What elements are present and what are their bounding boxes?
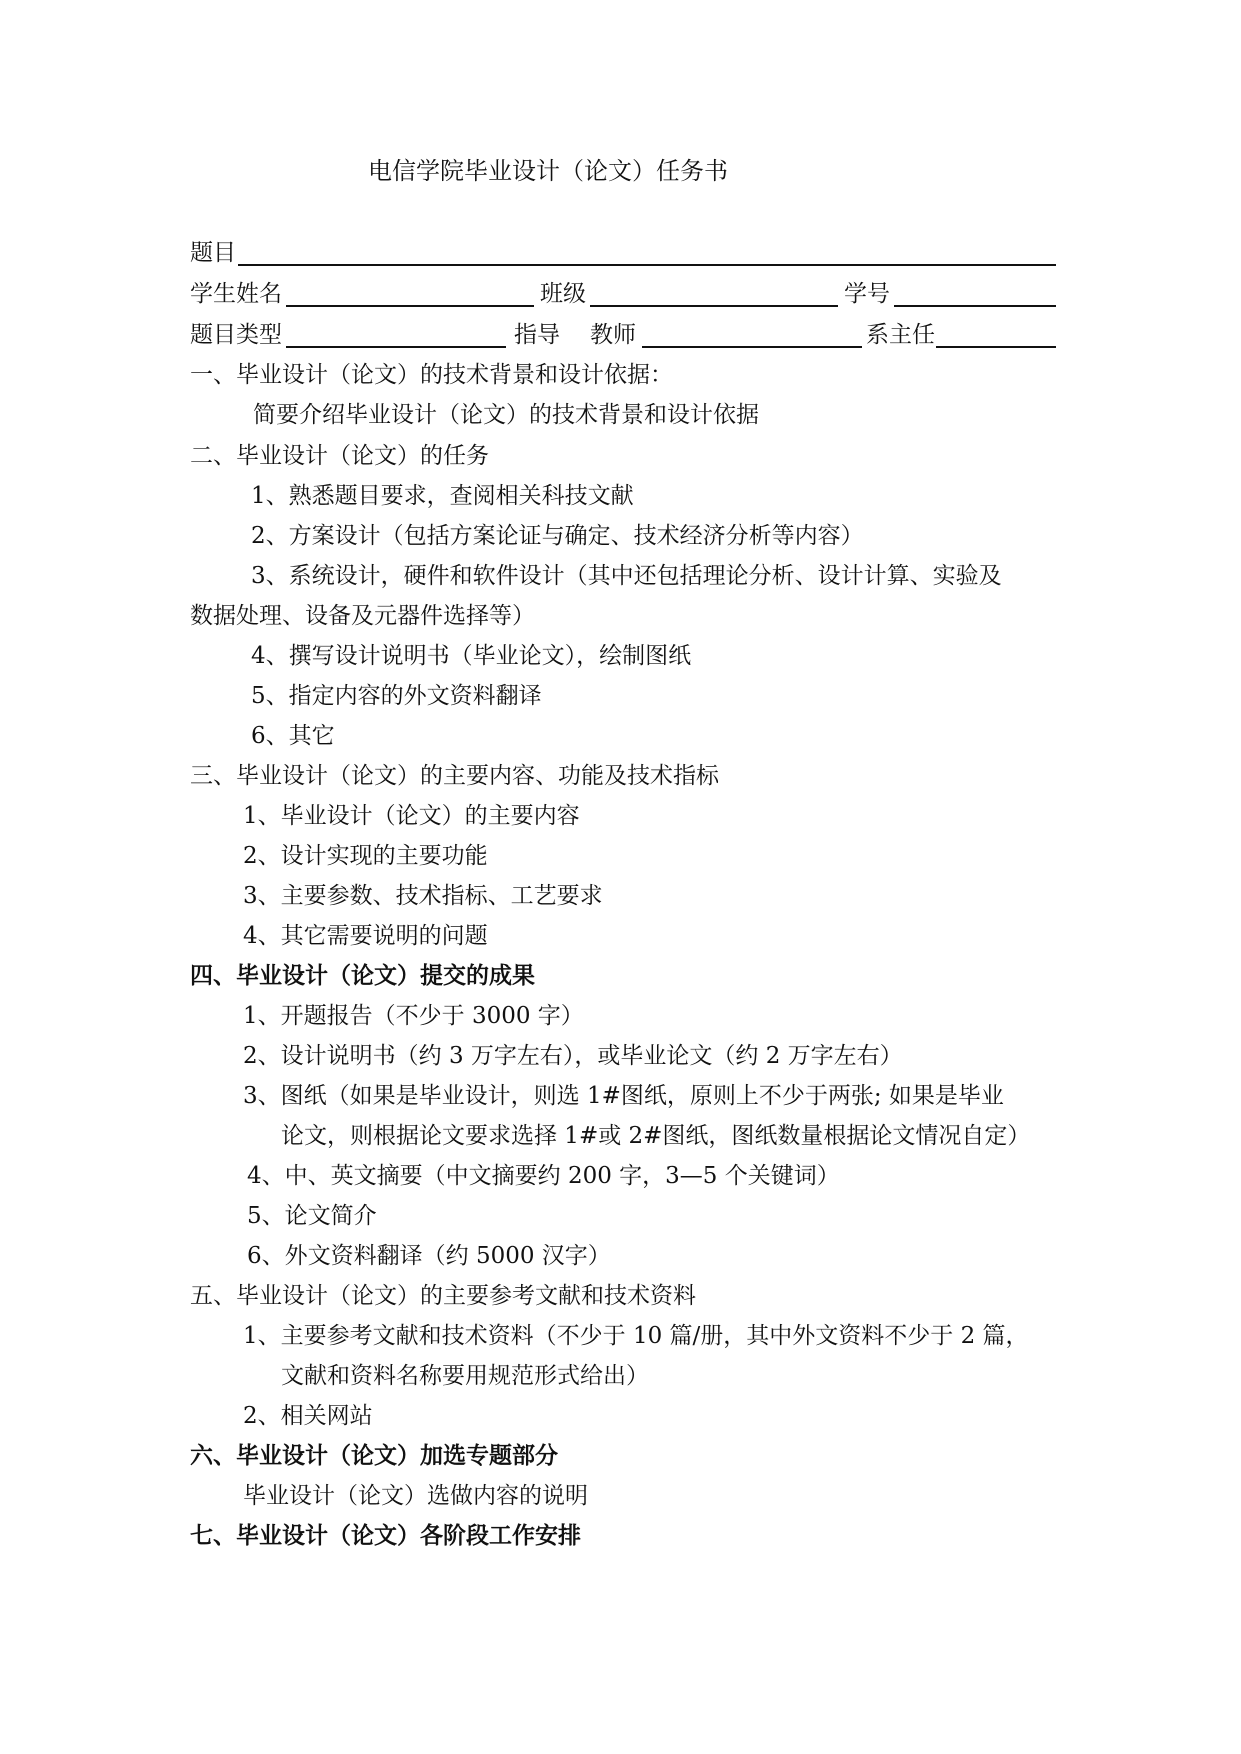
section-4-item: 6、外文资料翻译（约 5000 汉字） xyxy=(247,1243,611,1269)
section-4-item: 3、图纸（如果是毕业设计，则选 1#图纸，原则上不少于两张; 如果是毕业 xyxy=(243,1083,1004,1109)
section-3-item: 4、其它需要说明的问题 xyxy=(243,923,488,949)
section-2-item: 3、系统设计，硬件和软件设计（其中还包括理论分析、设计计算、实验及 xyxy=(251,563,1002,589)
student-name-label: 学生姓名 xyxy=(190,281,282,307)
topic-blank[interactable] xyxy=(238,264,1056,266)
section-1-heading: 一、毕业设计（论文）的技术背景和设计依据： xyxy=(190,362,673,388)
advisor-label-a: 指导 xyxy=(514,322,560,348)
section-3-item: 3、主要参数、技术指标、工艺要求 xyxy=(243,883,603,909)
section-6-heading: 六、毕业设计（论文）加选专题部分 xyxy=(190,1442,558,1469)
section-7-heading: 七、毕业设计（论文）各阶段工作安排 xyxy=(190,1522,581,1549)
dept-head-label: 系主任 xyxy=(866,322,935,348)
section-2-item: 5、指定内容的外文资料翻译 xyxy=(251,683,542,709)
section-5-heading: 五、毕业设计（论文）的主要参考文献和技术资料 xyxy=(190,1283,696,1309)
section-5-item: 1、主要参考文献和技术资料（不少于 10 篇/册，其中外文资料不少于 2 篇， xyxy=(243,1323,1029,1349)
field-row-topic xyxy=(190,238,1060,268)
section-1-body: 简要介绍毕业设计（论文）的技术背景和设计依据 xyxy=(253,402,759,428)
field-row-student xyxy=(190,279,1060,309)
class-blank[interactable] xyxy=(590,305,838,307)
student-name-blank[interactable] xyxy=(286,305,534,307)
section-3-item: 2、设计实现的主要功能 xyxy=(243,843,488,869)
page-title: 电信学院毕业设计（论文）任务书 xyxy=(368,157,728,185)
field-row-type xyxy=(190,320,1060,350)
section-3-heading: 三、毕业设计（论文）的主要内容、功能及技术指标 xyxy=(190,763,719,789)
student-id-label: 学号 xyxy=(844,281,890,307)
section-2-item: 6、其它 xyxy=(251,723,335,749)
student-id-blank[interactable] xyxy=(894,305,1056,307)
section-2-heading: 二、毕业设计（论文）的任务 xyxy=(190,443,489,469)
section-4-item: 5、论文简介 xyxy=(247,1203,377,1229)
section-3-item: 1、毕业设计（论文）的主要内容 xyxy=(243,803,580,829)
section-4-item: 4、中、英文摘要（中文摘要约 200 字，3—5 个关键词） xyxy=(247,1163,840,1189)
topic-label: 题目 xyxy=(190,240,236,266)
section-2-item-continued: 数据处理、设备及元器件选择等） xyxy=(190,603,535,629)
dept-head-blank[interactable] xyxy=(936,346,1056,348)
section-6-body: 毕业设计（论文）选做内容的说明 xyxy=(243,1483,588,1509)
class-label: 班级 xyxy=(540,281,586,307)
section-5-item: 2、相关网站 xyxy=(243,1403,373,1429)
topic-type-blank[interactable] xyxy=(286,346,506,348)
section-2-item: 4、撰写设计说明书（毕业论文），绘制图纸 xyxy=(251,643,692,669)
advisor-blank[interactable] xyxy=(642,346,862,348)
section-4-heading: 四、毕业设计（论文）提交的成果 xyxy=(190,962,535,989)
section-4-item: 2、设计说明书（约 3 万字左右），或毕业论文（约 2 万字左右） xyxy=(243,1043,903,1069)
section-2-item: 1、熟悉题目要求，查阅相关科技文献 xyxy=(251,483,634,509)
section-2-item: 2、方案设计（包括方案论证与确定、技术经济分析等内容） xyxy=(251,523,864,549)
advisor-label-b: 教师 xyxy=(590,322,636,348)
topic-type-label: 题目类型 xyxy=(190,322,282,348)
section-5-item-continued: 文献和资料名称要用规范形式给出） xyxy=(281,1363,649,1389)
section-4-item: 1、开题报告（不少于 3000 字） xyxy=(243,1003,584,1029)
section-4-item-continued: 论文，则根据论文要求选择 1#或 2#图纸，图纸数量根据论文情况自定） xyxy=(281,1123,1031,1149)
